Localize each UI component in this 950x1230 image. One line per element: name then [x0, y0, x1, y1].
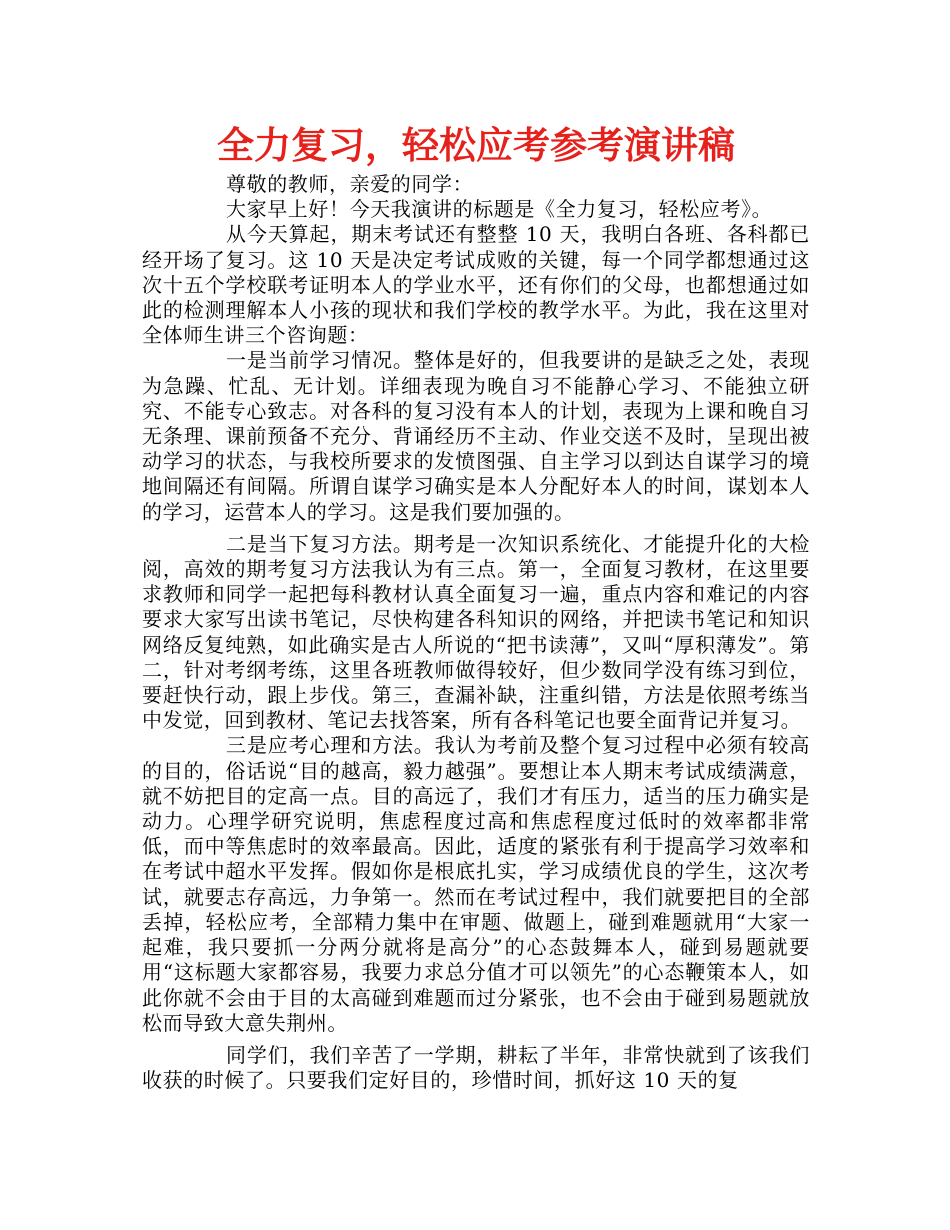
- paragraph-intro: 从今天算起，期末考试还有整整 10 天，我明白各班、各科都已经开场了复习。这 10 天是决定考试成败的关键，每一个同学都想通过这次十五个学校联考证明本人的学业水平，还有你们的父母，也都想通过如此的检测理解本人小孩的现状和我们学校的教学水平。为此，我在这里对全体师生讲三个咨询题：: [142, 222, 810, 348]
- document-title: 全力复习，轻松应考参考演讲稿: [217, 124, 735, 167]
- document-page: [142, 120, 810, 1093]
- paragraph-closing: 同学们，我们辛苦了一学期，耕耘了半年，非常快就到了该我们收获的时候了。只要我们定好目的，珍惜时间，抓好这 10 天的复: [142, 1042, 810, 1093]
- paragraph-point-three: 三是应考心理和方法。我认为考前及整个复习过程中必须有较高的目的，俗话说“目的越高，毅力越强”。要想让本人期末考试成绩满意，就不妨把目的定高一点。目的高远了，我们才有压力，适当的压力确实是动力。心理学研究说明，焦虑程度过高和焦虑程度过低时的效率都非常低，而中等焦虑时的效率最高。因此，适度的紧张有利于提高学习效率和在考试中超水平发挥。假如你是根底扎实，学习成绩优良的学生，这次考试，就要志存高远，力争第一。然而在考试过程中，我们就要把目的全部丢掉，轻松应考，全部精力集中在审题、做题上，碰到难题就用“大家一起难，我只要抓一分两分就将是高分”的心态鼓舞本人，碰到易题就要用“这标题大家都容易，我要力求总分值才可以领先”的心态鞭策本人，如此你就不会由于目的太高碰到难题而过分紧张，也不会由于碰到易题就放松而导致大意失荆州。: [142, 733, 810, 1035]
- salutation: 尊敬的教师，亲爱的同学：: [226, 172, 474, 196]
- paragraph-point-two: 二是当下复习方法。期考是一次知识系统化、才能提升化的大检阅，高效的期考复习方法我认为有三点。第一，全面复习教材，在这里要求教师和同学一起把每科教材认真全面复习一遍，重点内容和难记的内容要求大家写出读书笔记，尽快构建各科知识的网络，并把读书笔记和知识网络反复纯熟，如此确实是古人所说的“把书读薄”，又叫“厚积薄发”。第二，针对考纲考练，这里各班教师做得较好，但少数同学没有练习到位，要赶快行动，跟上步伐。第三，查漏补缺，注重纠错，方法是依照考练当中发觉，回到教材、笔记去找答案，所有各科笔记也要全面背记并复习。: [142, 531, 810, 733]
- paragraph-point-one: 一是当前学习情况。整体是好的，但我要讲的是缺乏之处，表现为急躁、忙乱、无计划。详细表现为晚自习不能静心学习、不能独立研究、不能专心致志。对各科的复习没有本人的计划，表现为上课和晚自习无条理、课前预备不充分、背诵经历不主动、作业交送不及时，呈现出被动学习的状态，与我校所要求的发愤图强、自主学习以到达自谋学习的境地间隔还有间隔。所谓自谋学习确实是本人分配好本人的时间，谋划本人的学习，运营本人的学习。这是我们要加强的。: [142, 348, 810, 524]
- paragraph-greeting: 大家早上好！今天我演讲的标题是《全力复习，轻松应考》。: [226, 197, 773, 222]
